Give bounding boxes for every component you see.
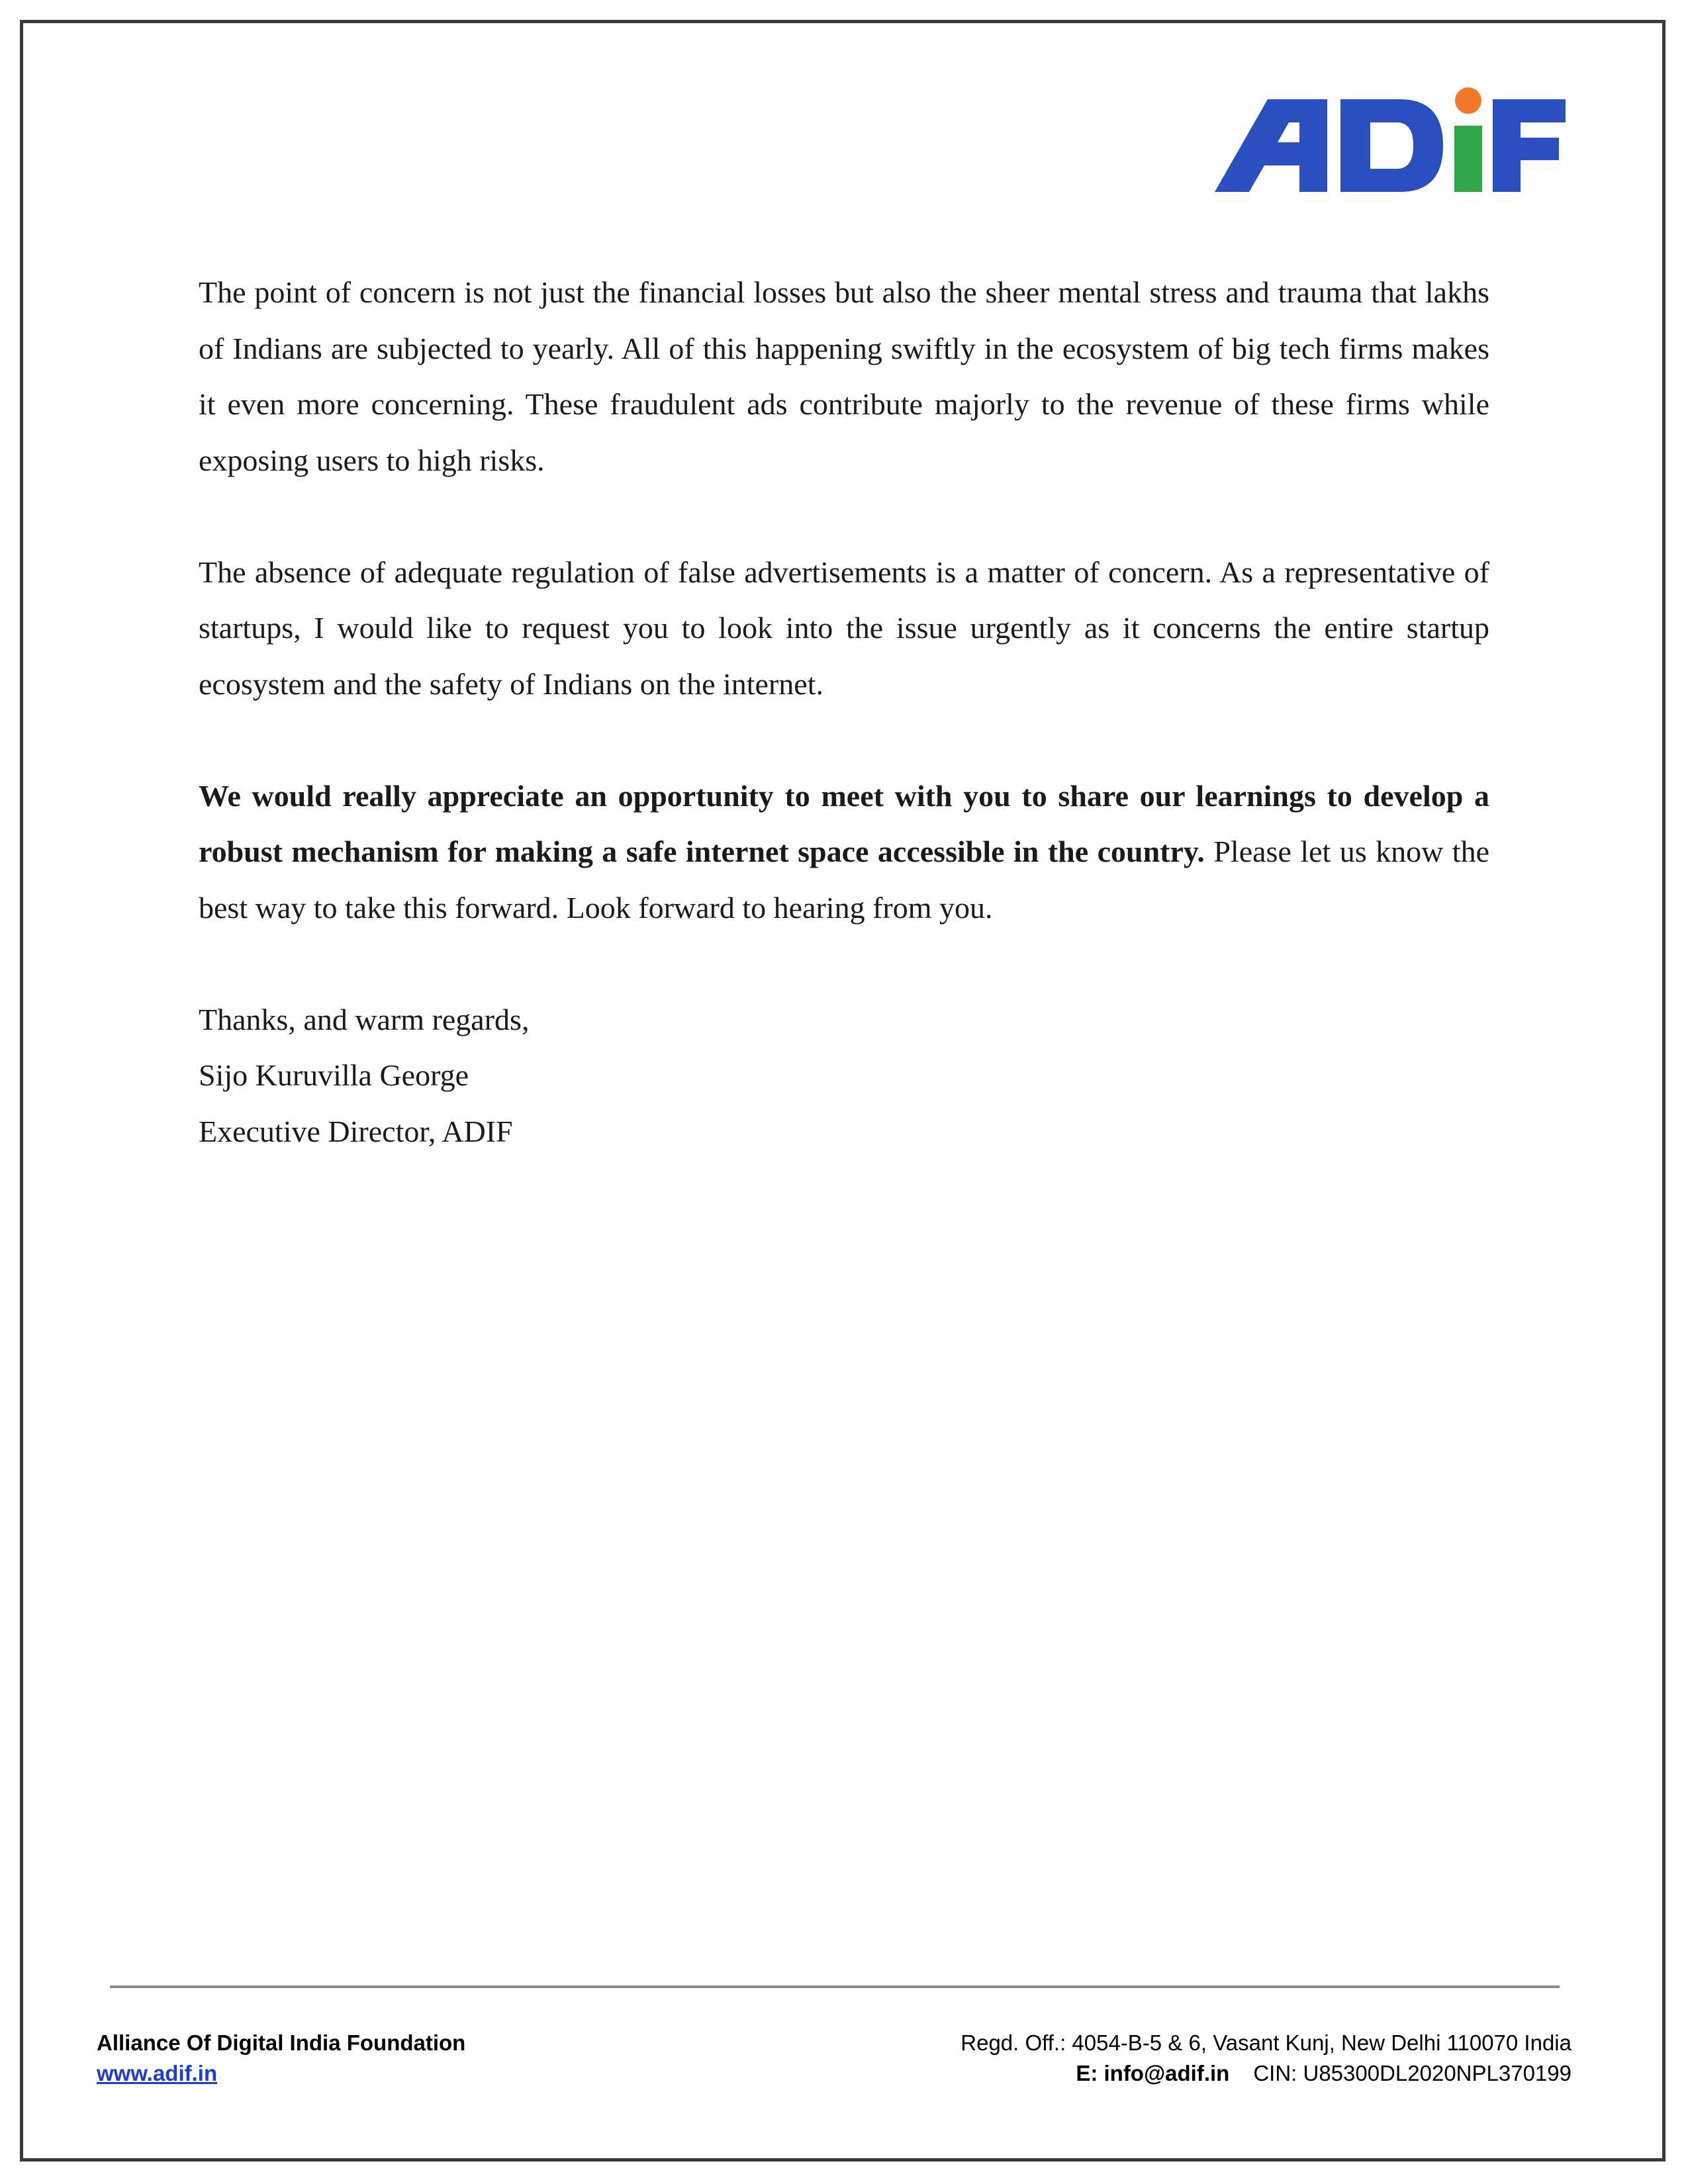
paragraph-meeting-request (199, 768, 1489, 936)
meeting-request-text: Please let us know the best way to take this forward. Look forward to hearing from you. (199, 835, 1490, 925)
adif-logo (1215, 86, 1566, 195)
footer-divider (110, 1985, 1560, 1988)
footer (97, 2028, 1571, 2094)
footer-right (961, 2028, 1571, 2089)
footer-left (97, 2028, 465, 2089)
footer-address: Regd. Off.: 4054-B-5 & 6, Vasant Kunj, New Delhi 110070 India (961, 2030, 1571, 2055)
signatory-title: Executive Director, ADIF (199, 1114, 513, 1148)
meeting-request-bold-text: We would really appreciate an opportunity to meet with you to share our learnings to develop a robust mechanism for making a safe internet space accessible in the country. (199, 778, 1489, 868)
paragraph-regulation-request: The absence of adequate regulation of false advertisements is a matter of concern. As a representative of startups, I would like to request you to look into the issue urgently as it concerns the entire startup ecosystem and the safety of Indians on the internet. (199, 555, 1489, 701)
signatory-name: Sijo Kuruvilla George (199, 1058, 469, 1092)
footer-org-name: Alliance Of Digital India Foundation (97, 2030, 466, 2055)
footer-website-link[interactable]: www.adif.in (97, 2061, 218, 2085)
footer-email: E: info@adif.in (1076, 2061, 1230, 2085)
paragraph-financial-losses: The point of concern is not just the financial losses but also the sheer mental stress and trauma that lakhs of Indians are subjected to yearly. All of this happening swiftly in the ecosystem of big tech firms makes it even more concerning. These fraudulent ads contribute majorly to the revenue of these firms while exposing users to high risks. (199, 275, 1489, 477)
footer-cin: CIN: U85300DL2020NPL370199 (1253, 2061, 1571, 2085)
closing-line: Thanks, and warm regards, (199, 1002, 530, 1036)
letter-body (199, 265, 1489, 1160)
